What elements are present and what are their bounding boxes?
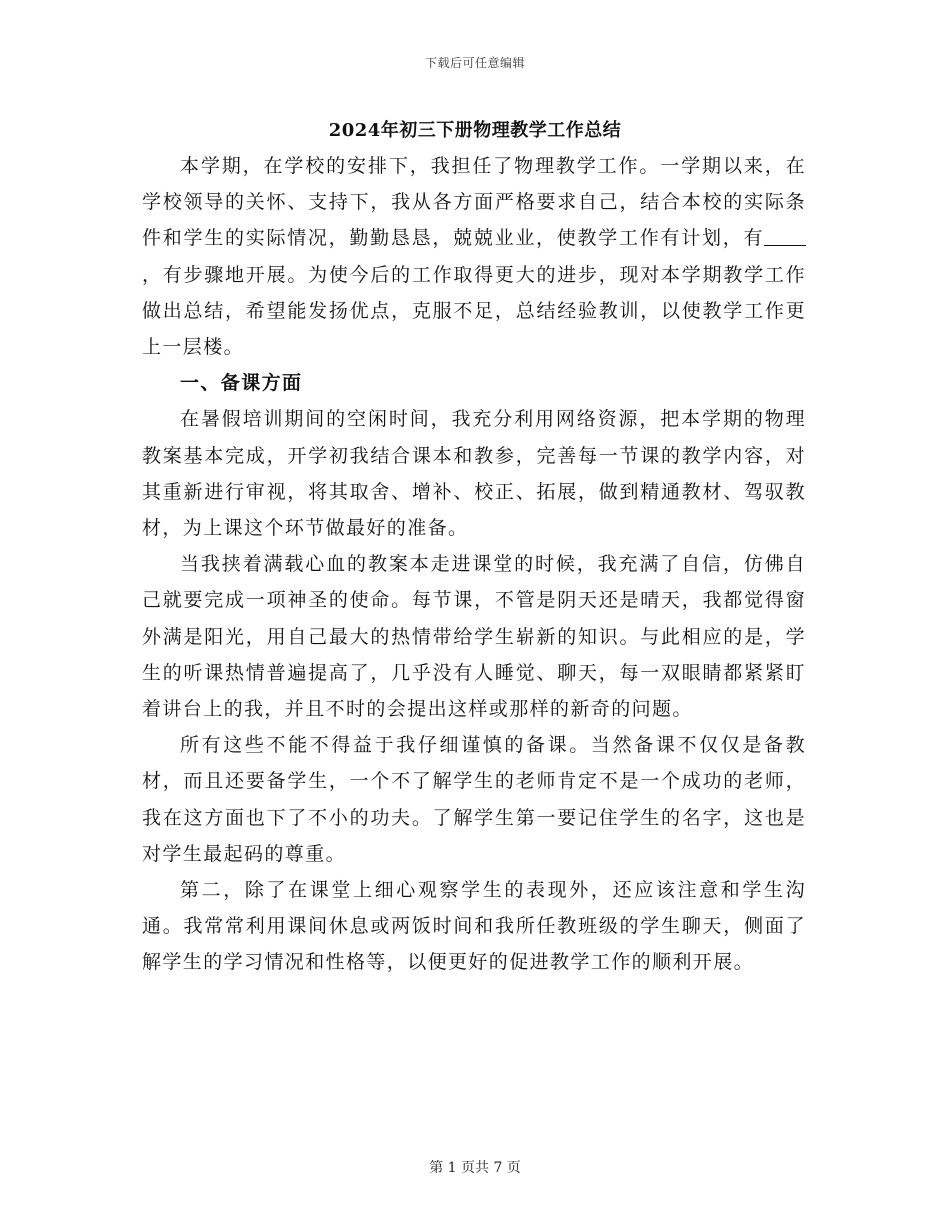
fill-in-blank	[764, 226, 806, 246]
body-paragraph: 所有这些不能不得益于我仔细谨慎的备课。当然备课不仅仅是备教材，而且还要备学生，一个不了解学生的老师肯定不是一个成功的老师，我在这方面也下了不小的功夫。了解学生第一要记住学生的名字，这也是对学生最起码的尊重。	[142, 734, 806, 865]
intro-paragraph	[142, 148, 806, 365]
document-title: 2024年初三下册物理教学工作总结	[328, 120, 622, 141]
intro-text-before-blank: 本学期，在学校的安排下，我担任了物理教学工作。一学期以来，在学校领导的关怀、支持下，我从各方面严格要求自己，结合本校的实际条件和学生的实际情况，勤勤恳恳，兢兢业业，使教学工作有计划，有	[142, 155, 806, 250]
body-paragraph: 当我挟着满载心血的教案本走进课堂的时候，我充满了自信，仿佛自己就要完成一项神圣的使命。每节课，不管是阴天还是晴天，我都觉得窗外满是阳光，用自己最大的热情带给学生崭新的知识。与此相应的是，学生的听课热情普遍提高了，几乎没有人睡觉、聊天，每一双眼睛都紧紧盯着讲台上的我，并且不时的会提出这样或那样的新奇的问题。	[142, 553, 806, 721]
intro-text-after-blank: ，有步骤地开展。为使今后的工作取得更大的进步，现对本学期教学工作做出总结，希望能发扬优点，克服不足，总结经验教训，以使教学工作更上一层楼。	[142, 263, 806, 359]
header-note: 下载后可任意编辑	[424, 56, 525, 70]
section-heading-lesson-prep: 一、备课方面	[180, 372, 303, 395]
body-paragraph: 第二，除了在课堂上细心观察学生的表现外，还应该注意和学生沟通。我常常利用课间休息或两饭时间和我所任教班级的学生聊天，侧面了解学生的学习情况和性格等，以便更好的促进教学工作的顺利开展。	[142, 879, 806, 974]
page-footer: 第 1 页共 7 页	[429, 1160, 521, 1176]
body-paragraph: 在暑假培训期间的空闲时间，我充分利用网络资源，把本学期的物理教案基本完成，开学初我结合课本和教参，完善每一节课的教学内容，对其重新进行审视，将其取舍、增补、校正、拓展，做到精通教材、驾驭教材，为上课这个环节做最好的准备。	[142, 408, 806, 540]
document-body	[142, 148, 806, 981]
